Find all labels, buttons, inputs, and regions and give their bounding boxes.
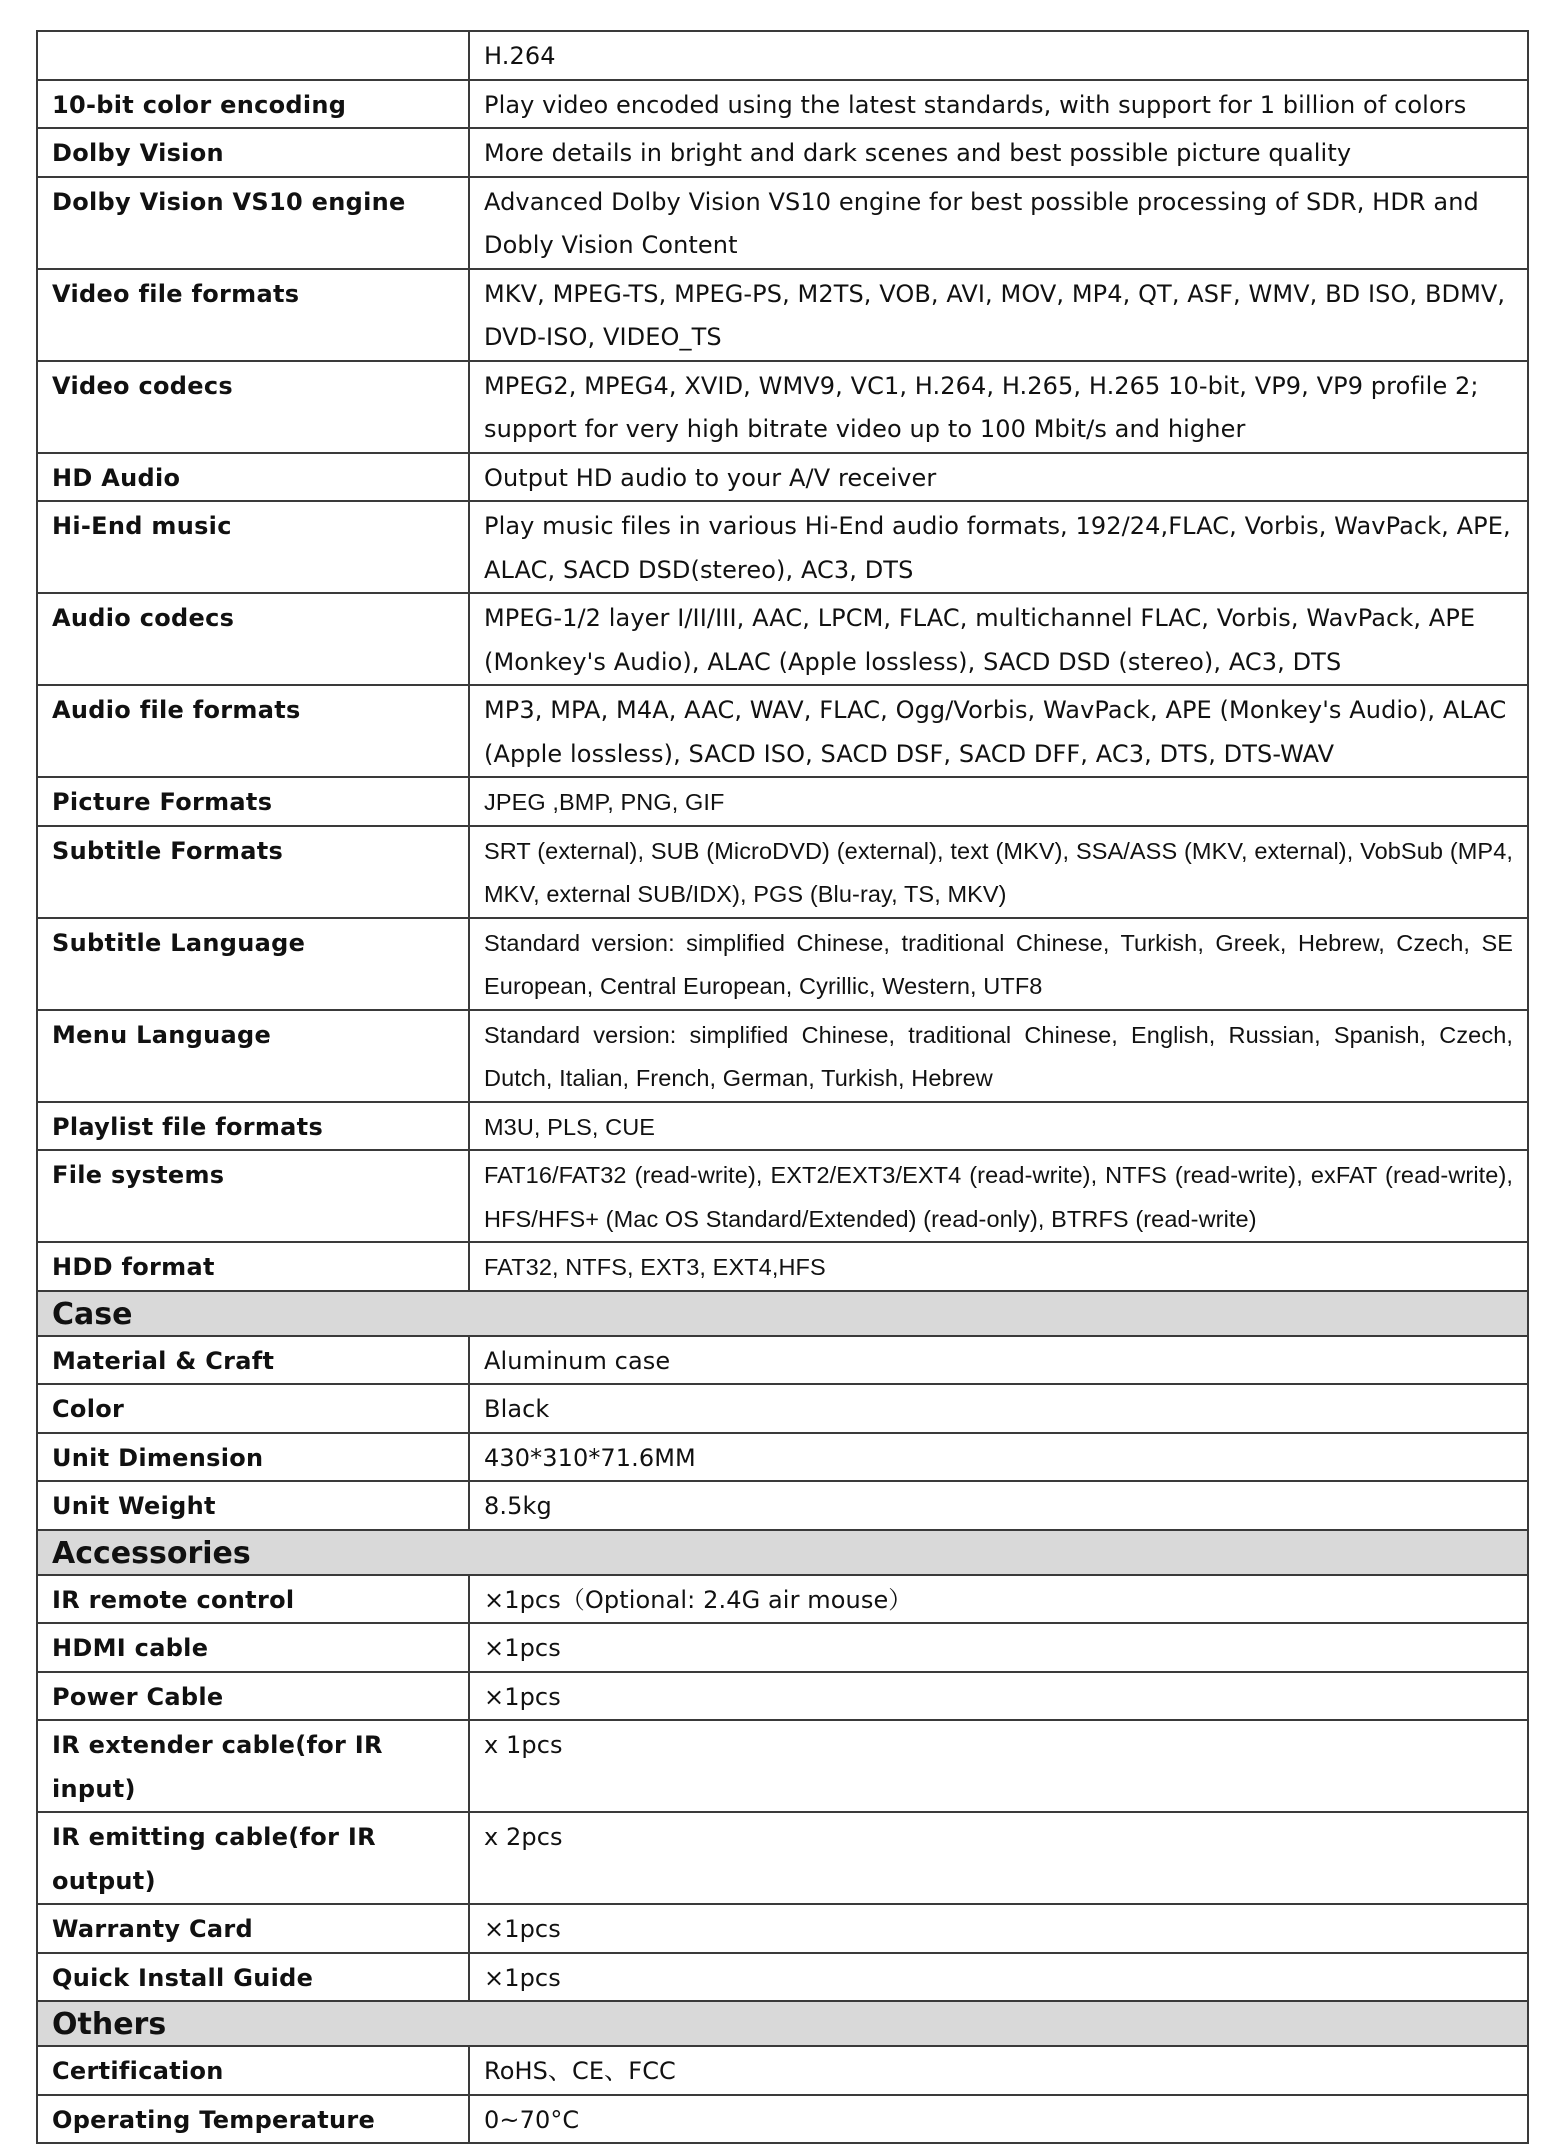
spec-value: ×1pcs (469, 1672, 1528, 1721)
spec-row (37, 31, 1528, 80)
spec-row (37, 1150, 1528, 1242)
spec-value: Black (469, 1384, 1528, 1433)
spec-row (37, 128, 1528, 177)
spec-value: Advanced Dolby Vision VS10 engine for best possible processing of SDR, HDR and Dobly Vision Content (469, 177, 1528, 269)
spec-row (37, 1242, 1528, 1291)
spec-value: Play music files in various Hi-End audio formats, 192/24,FLAC, Vorbis, WavPack, APE, ALAC, SACD DSD(stereo), AC3, DTS (469, 501, 1528, 593)
spec-label: HD Audio (37, 453, 469, 502)
spec-row (37, 1904, 1528, 1953)
spec-value: JPEG ,BMP, PNG, GIF (469, 777, 1528, 826)
spec-label: Menu Language (37, 1010, 469, 1102)
spec-sheet (36, 30, 1527, 2144)
spec-row (37, 2046, 1528, 2095)
spec-value: Play video encoded using the latest standards, with support for 1 billion of colors (469, 80, 1528, 129)
spec-row (37, 2095, 1528, 2144)
spec-row (37, 918, 1528, 1010)
spec-value: MPEG2, MPEG4, XVID, WMV9, VC1, H.264, H.265, H.265 10-bit, VP9, VP9 profile 2; support for very high bitrate video up to 100 Mbit/s and higher (469, 361, 1528, 453)
spec-row (37, 361, 1528, 453)
spec-value: x 1pcs (469, 1720, 1528, 1812)
spec-value: RoHS、CE、FCC (469, 2046, 1528, 2095)
spec-row (37, 1672, 1528, 1721)
spec-label: Unit Dimension (37, 1433, 469, 1482)
spec-row (37, 1481, 1528, 1530)
spec-row (37, 501, 1528, 593)
spec-row (37, 1575, 1528, 1624)
section-title: Others (37, 2001, 1528, 2046)
spec-label: Subtitle Formats (37, 826, 469, 918)
spec-label: Audio codecs (37, 593, 469, 685)
spec-value: ×1pcs (469, 1904, 1528, 1953)
spec-label: File systems (37, 1150, 469, 1242)
section-header-accessories (37, 1530, 1528, 1575)
spec-row (37, 826, 1528, 918)
spec-row (37, 1812, 1528, 1904)
spec-row (37, 1720, 1528, 1812)
spec-value: MKV, MPEG-TS, MPEG-PS, M2TS, VOB, AVI, MOV, MP4, QT, ASF, WMV, BD ISO, BDMV, DVD-ISO, VIDEO_TS (469, 269, 1528, 361)
section-header-case (37, 1291, 1528, 1336)
spec-table (36, 30, 1529, 2144)
spec-label: 10-bit color encoding (37, 80, 469, 129)
spec-value: 0~70°C (469, 2095, 1528, 2144)
spec-row (37, 593, 1528, 685)
spec-row (37, 177, 1528, 269)
spec-row (37, 80, 1528, 129)
spec-value: H.264 (469, 31, 1528, 80)
spec-value: SRT (external), SUB (MicroDVD) (external), text (MKV), SSA/ASS (MKV, external), VobSub (MP4, MKV, external SUB/IDX), PGS (Blu-ray, TS, MKV) (469, 826, 1528, 918)
spec-row (37, 1623, 1528, 1672)
spec-value: Standard version: simplified Chinese, traditional Chinese, English, Russian, Spanish, Czech, Dutch, Italian, French, German, Turkish, Hebrew (469, 1010, 1528, 1102)
spec-value: ×1pcs (469, 1623, 1528, 1672)
spec-value: Standard version: simplified Chinese, traditional Chinese, Turkish, Greek, Hebrew, Czech, SE European, Central European, Cyrillic, Western, UTF8 (469, 918, 1528, 1010)
spec-label: HDMI cable (37, 1623, 469, 1672)
spec-label: Color (37, 1384, 469, 1433)
spec-value: FAT16/FAT32 (read-write), EXT2/EXT3/EXT4 (read-write), NTFS (read-write), exFAT (read-write), HFS/HFS+ (Mac OS Standard/Extended) (read-only), BTRFS (read-write) (469, 1150, 1528, 1242)
spec-row (37, 685, 1528, 777)
spec-label: Material & Craft (37, 1336, 469, 1385)
spec-label: Power Cable (37, 1672, 469, 1721)
spec-value: 8.5kg (469, 1481, 1528, 1530)
spec-value: M3U, PLS, CUE (469, 1102, 1528, 1151)
spec-row (37, 1433, 1528, 1482)
spec-label: IR emitting cable(for IR output) (37, 1812, 469, 1904)
spec-value: More details in bright and dark scenes and best possible picture quality (469, 128, 1528, 177)
spec-row (37, 453, 1528, 502)
spec-value: Output HD audio to your A/V receiver (469, 453, 1528, 502)
spec-label: Picture Formats (37, 777, 469, 826)
spec-value: Aluminum case (469, 1336, 1528, 1385)
spec-label: Hi-End music (37, 501, 469, 593)
spec-label: Subtitle Language (37, 918, 469, 1010)
spec-row (37, 269, 1528, 361)
spec-label: Operating Temperature (37, 2095, 469, 2144)
spec-value: ×1pcs (469, 1953, 1528, 2002)
spec-value: FAT32, NTFS, EXT3, EXT4,HFS (469, 1242, 1528, 1291)
spec-row (37, 1384, 1528, 1433)
spec-label: IR extender cable(for IR input) (37, 1720, 469, 1812)
spec-row (37, 1102, 1528, 1151)
spec-value: ×1pcs（Optional: 2.4G air mouse） (469, 1575, 1528, 1624)
spec-label: Audio file formats (37, 685, 469, 777)
spec-value: MP3, MPA, M4A, AAC, WAV, FLAC, Ogg/Vorbis, WavPack, APE (Monkey's Audio), ALAC (Apple lossless), SACD ISO, SACD DSF, SACD DFF, AC3, DTS, DTS-WAV (469, 685, 1528, 777)
spec-row (37, 1010, 1528, 1102)
section-title: Case (37, 1291, 1528, 1336)
spec-row (37, 1336, 1528, 1385)
spec-label: Quick Install Guide (37, 1953, 469, 2002)
spec-label: Playlist file formats (37, 1102, 469, 1151)
spec-value: MPEG-1/2 layer I/II/III, AAC, LPCM, FLAC, multichannel FLAC, Vorbis, WavPack, APE (Monkey's Audio), ALAC (Apple lossless), SACD DSD (stereo), AC3, DTS (469, 593, 1528, 685)
spec-value: x 2pcs (469, 1812, 1528, 1904)
spec-label: Certification (37, 2046, 469, 2095)
section-title: Accessories (37, 1530, 1528, 1575)
spec-label (37, 31, 469, 80)
spec-row (37, 777, 1528, 826)
spec-label: IR remote control (37, 1575, 469, 1624)
spec-value: 430*310*71.6MM (469, 1433, 1528, 1482)
spec-label: Video file formats (37, 269, 469, 361)
spec-label: Video codecs (37, 361, 469, 453)
spec-label: Dolby Vision (37, 128, 469, 177)
spec-label: HDD format (37, 1242, 469, 1291)
spec-label: Warranty Card (37, 1904, 469, 1953)
spec-row (37, 1953, 1528, 2002)
section-header-others (37, 2001, 1528, 2046)
spec-label: Unit Weight (37, 1481, 469, 1530)
spec-label: Dolby Vision VS10 engine (37, 177, 469, 269)
